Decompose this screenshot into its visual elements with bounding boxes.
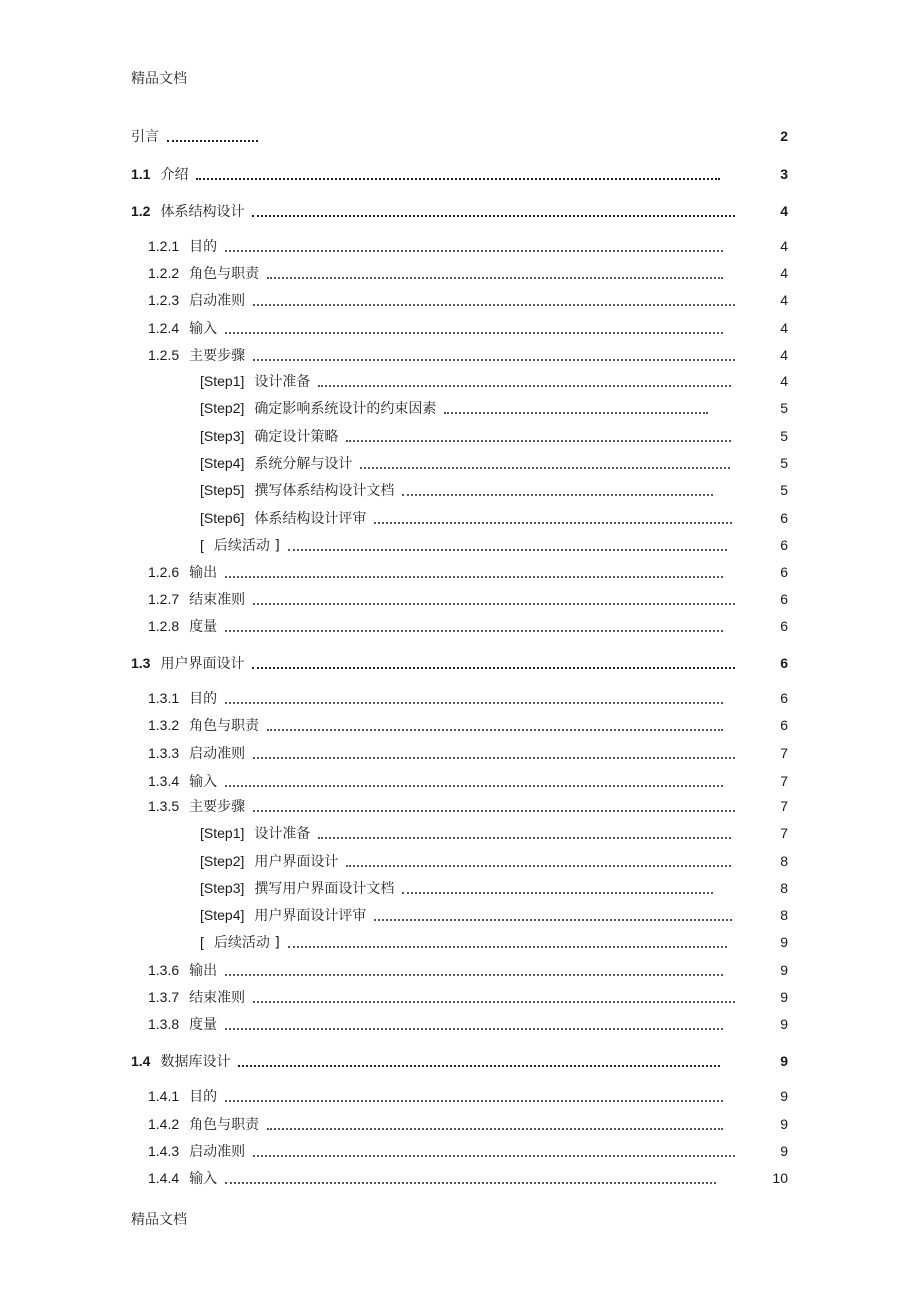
toc-dot-leader — [225, 331, 723, 334]
toc-dot-leader — [225, 1099, 723, 1102]
toc-page-number: 6 — [780, 591, 788, 607]
toc-entry-title: 用户界面设计 — [160, 656, 245, 672]
toc-dot-leader — [225, 1027, 723, 1030]
toc-dot-leader — [253, 809, 735, 812]
toc-entry-number: [ — [200, 537, 204, 553]
toc-dot-leader — [253, 1000, 735, 1003]
toc-entry-number: [Step3] — [200, 880, 245, 896]
toc-dot-leader — [225, 249, 723, 252]
toc-entry-number: 1.4.3 — [148, 1143, 180, 1159]
toc-entry-title: 体系结构设计 — [160, 204, 245, 220]
toc-entry-title: 角色与职责 — [189, 266, 260, 282]
toc-entry[interactable] — [200, 371, 788, 391]
toc-dot-leader — [225, 973, 723, 976]
toc-dot-leader — [360, 466, 730, 469]
toc-page-number: 7 — [780, 773, 788, 789]
toc-dot-leader — [267, 728, 723, 731]
toc-entry[interactable] — [148, 1014, 788, 1034]
toc-page-number: 9 — [780, 962, 788, 978]
toc-entry[interactable] — [148, 960, 788, 980]
toc-page-number: 6 — [780, 564, 788, 580]
toc-dot-leader — [374, 918, 732, 921]
toc-entry[interactable] — [200, 932, 788, 952]
toc-dot-leader — [444, 411, 708, 414]
toc-entry-title: 引言 — [131, 129, 159, 145]
toc-entry-title: 启动准则 — [189, 1144, 246, 1160]
toc-entry-title: 启动准则 — [189, 293, 246, 309]
toc-entry[interactable] — [148, 1114, 788, 1134]
toc-entry[interactable] — [148, 345, 788, 365]
toc-page-number: 4 — [780, 320, 788, 336]
toc-entry-title: 用户界面设计 — [254, 854, 339, 870]
toc-entry[interactable] — [148, 236, 788, 256]
toc-page-number: 9 — [780, 1116, 788, 1132]
toc-entry-number: 1.2.6 — [148, 564, 180, 580]
toc-dot-leader — [402, 493, 713, 496]
toc-page-number: 9 — [780, 989, 788, 1005]
toc-entry[interactable] — [200, 905, 788, 925]
toc-page-number: 6 — [780, 537, 788, 553]
toc-page-number: 8 — [780, 880, 788, 896]
toc-page-number: 6 — [780, 655, 788, 671]
toc-entry-number: [Step6] — [200, 510, 245, 526]
toc-entry-title: 体系结构设计评审 — [254, 511, 367, 527]
toc-entry-title: 启动准则 — [189, 746, 246, 762]
toc-dot-leader — [196, 177, 720, 180]
toc-entry[interactable] — [200, 398, 788, 418]
toc-page-number: 9 — [780, 1053, 788, 1069]
toc-entry-title: 目的 — [189, 691, 218, 707]
toc-page-number: 4 — [780, 265, 788, 281]
toc-entry-number: [Step1] — [200, 825, 245, 841]
toc-entry-number: 1.3.5 — [148, 798, 180, 814]
toc-entry-number: 1.4 — [131, 1053, 151, 1069]
toc-entry-title: 设计准备 — [254, 826, 311, 842]
toc-entry[interactable] — [131, 201, 788, 221]
toc-entry-title: 角色与职责 — [189, 1117, 260, 1133]
toc-page-number: 4 — [780, 238, 788, 254]
toc-entry[interactable] — [148, 263, 788, 283]
toc-entry-title: 输出 — [189, 565, 218, 581]
toc-dot-leader — [346, 439, 731, 442]
toc-page-number: 6 — [780, 717, 788, 733]
toc-entry-title: 输出 — [189, 963, 218, 979]
toc-page-number: 6 — [780, 618, 788, 634]
toc-entry[interactable] — [148, 987, 788, 1007]
toc-entry-number: [Step2] — [200, 400, 245, 416]
toc-entry-title: 后续活动 ] — [213, 538, 280, 554]
toc-page-number: 2 — [780, 128, 788, 144]
toc-entry[interactable] — [131, 164, 788, 184]
toc-dot-leader — [253, 303, 735, 306]
toc-entry-title: 度量 — [189, 1017, 218, 1033]
toc-entry-number: 1.3.7 — [148, 989, 180, 1005]
toc-entry-title: 用户界面设计评审 — [254, 908, 367, 924]
toc-page-number: 5 — [780, 455, 788, 471]
toc-entry-number: 1.3.6 — [148, 962, 180, 978]
toc-page-number: 9 — [780, 1088, 788, 1104]
toc-dot-leader — [225, 784, 723, 787]
toc-entry-title: 确定设计策略 — [254, 429, 339, 445]
toc-entry-number: 1.2.8 — [148, 618, 180, 634]
toc-entry-title: 主要步骤 — [189, 348, 246, 364]
toc-dot-leader — [253, 358, 735, 361]
toc-dot-leader — [225, 575, 723, 578]
toc-entry-title: 撰写体系结构设计文档 — [254, 483, 395, 499]
toc-dot-leader — [225, 701, 723, 704]
toc-entry-title: 确定影响系统设计的约束因素 — [254, 401, 437, 417]
toc-page-number: 10 — [772, 1170, 788, 1186]
toc-dot-leader — [225, 629, 723, 632]
toc-entry-title: 设计准备 — [254, 374, 311, 390]
toc-entry-title: 输入 — [189, 1171, 218, 1187]
toc-dot-leader — [225, 1181, 716, 1184]
toc-entry[interactable] — [200, 453, 788, 473]
toc-page-number: 8 — [780, 907, 788, 923]
toc-entry-number: 1.3.1 — [148, 690, 180, 706]
toc-entry-number: [Step4] — [200, 455, 245, 471]
toc-entry[interactable] — [148, 318, 788, 338]
toc-entry-number: [Step2] — [200, 853, 245, 869]
toc-page-number: 4 — [780, 292, 788, 308]
toc-entry-number: 1.3.3 — [148, 745, 180, 761]
toc-entry[interactable] — [200, 851, 788, 871]
toc-entry-title: 输入 — [189, 774, 218, 790]
toc-entry[interactable] — [148, 1141, 788, 1161]
toc-page-number: 7 — [780, 825, 788, 841]
toc-entry[interactable] — [148, 589, 788, 609]
toc-page-number: 9 — [780, 1143, 788, 1159]
toc-entry-number: [Step5] — [200, 482, 245, 498]
toc-entry-number: 1.4.1 — [148, 1088, 180, 1104]
toc-page-number: 5 — [780, 428, 788, 444]
toc-entry-number: 1.3.8 — [148, 1016, 180, 1032]
toc-dot-leader — [267, 1127, 723, 1130]
toc-page-number: 9 — [780, 1016, 788, 1032]
toc-entry[interactable] — [148, 796, 788, 816]
toc-entry-number: 1.4.2 — [148, 1116, 180, 1132]
toc-page-number: 6 — [780, 510, 788, 526]
toc-entry-title: 结束准则 — [189, 592, 246, 608]
toc-dot-leader — [288, 945, 727, 948]
toc-entry-number: 1.4.4 — [148, 1170, 180, 1186]
toc-entry-number: 1.2.2 — [148, 265, 180, 281]
toc-page-number: 9 — [780, 934, 788, 950]
toc-entry-title: 后续活动 ] — [213, 935, 280, 951]
toc-dot-leader — [253, 756, 735, 759]
toc-page-number: 8 — [780, 853, 788, 869]
toc-dot-leader — [346, 864, 731, 867]
toc-entry-title: 撰写用户界面设计文档 — [254, 881, 395, 897]
toc-entry[interactable] — [148, 715, 788, 735]
toc-dot-leader — [252, 214, 735, 217]
toc-page-number: 7 — [780, 798, 788, 814]
toc-entry-number: 1.2.4 — [148, 320, 180, 336]
toc-entry-number: [Step1] — [200, 373, 245, 389]
toc-entry-number: 1.1 — [131, 166, 151, 182]
toc-entry[interactable] — [200, 878, 788, 898]
toc-entry-number: 1.3.4 — [148, 773, 180, 789]
page-header: 精品文档 — [131, 71, 187, 87]
toc-entry[interactable] — [200, 426, 788, 446]
toc-entry-title: 输入 — [189, 321, 218, 337]
toc-dot-leader — [238, 1064, 720, 1067]
toc-entry-number: 1.2.5 — [148, 347, 180, 363]
toc-entry[interactable] — [131, 653, 788, 673]
toc-dot-leader — [318, 836, 731, 839]
toc-dot-leader — [253, 602, 735, 605]
toc-entry-number: 1.3 — [131, 655, 151, 671]
toc-page-number: 7 — [780, 745, 788, 761]
toc-entry-number: 1.2.7 — [148, 591, 180, 607]
toc-dot-leader — [318, 384, 731, 387]
toc-dot-leader — [402, 891, 713, 894]
toc-entry-title: 目的 — [189, 1089, 218, 1105]
toc-dot-leader — [253, 1154, 735, 1157]
toc-entry[interactable] — [148, 616, 788, 636]
toc-dot-leader — [252, 666, 735, 669]
toc-entry[interactable] — [148, 771, 788, 791]
toc-entry-number: 1.2 — [131, 203, 151, 219]
toc-entry-number: 1.2.3 — [148, 292, 180, 308]
toc-entry[interactable] — [148, 688, 788, 708]
toc-entry-number: 1.2.1 — [148, 238, 180, 254]
toc-entry[interactable] — [200, 508, 788, 528]
toc-page-number: 5 — [780, 482, 788, 498]
toc-entry[interactable] — [148, 562, 788, 582]
toc-entry[interactable] — [200, 480, 788, 500]
toc-dot-leader — [288, 548, 727, 551]
toc-page-number: 4 — [780, 347, 788, 363]
toc-dot-leader — [267, 276, 723, 279]
toc-page-number: 6 — [780, 690, 788, 706]
toc-entry-title: 主要步骤 — [189, 799, 246, 815]
toc-entry[interactable] — [200, 823, 788, 843]
toc-entry-title: 系统分解与设计 — [254, 456, 353, 472]
toc-entry-title: 角色与职责 — [189, 718, 260, 734]
toc-dot-leader — [374, 521, 732, 524]
toc-entry[interactable] — [148, 1168, 788, 1188]
toc-page-number: 5 — [780, 400, 788, 416]
toc-entry-title: 度量 — [189, 619, 218, 635]
toc-entry-title: 介绍 — [160, 167, 189, 183]
toc-entry[interactable] — [131, 1051, 788, 1071]
toc-entry-number: [Step4] — [200, 907, 245, 923]
toc-page-number: 4 — [780, 373, 788, 389]
toc-page-number: 4 — [780, 203, 788, 219]
toc-entry-title: 结束准则 — [189, 990, 246, 1006]
toc-entry-title: 数据库设计 — [160, 1054, 231, 1070]
page-footer: 精品文档 — [131, 1212, 187, 1228]
toc-entry[interactable] — [148, 1086, 788, 1106]
toc-entry-title: 目的 — [189, 239, 218, 255]
toc-dot-leader — [167, 139, 258, 142]
toc-entry[interactable] — [200, 535, 788, 555]
toc-entry[interactable] — [148, 743, 788, 763]
toc-page-number: 3 — [780, 166, 788, 182]
toc-entry[interactable] — [148, 290, 788, 310]
toc-entry-number: [Step3] — [200, 428, 245, 444]
toc-entry[interactable] — [131, 126, 788, 146]
toc-entry-number: [ — [200, 934, 204, 950]
toc-entry-number: 1.3.2 — [148, 717, 180, 733]
